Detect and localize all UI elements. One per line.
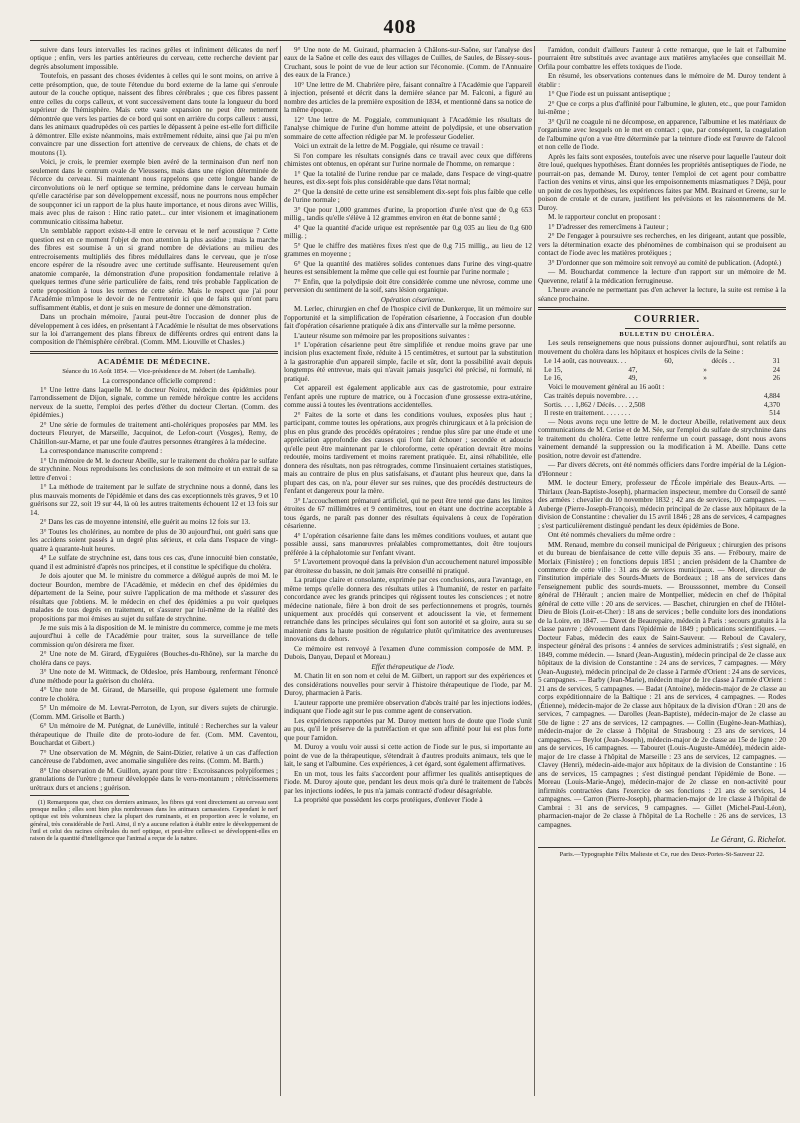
list-item: 2° Une note de M. Girard, d'Eyguières (Bouches-du-Rhône), sur la marche du choléra dans ce pays. xyxy=(30,650,278,667)
stats-row xyxy=(538,374,786,382)
paragraph: 1° D'adresser des remercîmens à l'auteur ; xyxy=(548,222,669,231)
list-item: 2° Une série de formules de traitement anti-cholériques proposées par MM. les docteurs Fleuryet, de Marseille, Jacquinot, de Lefon-court (Vosges), Remy, de Châtillon-sur-Marne, et par une foule d'autres personnes étrangères à la médecine. xyxy=(30,420,278,446)
paragraph: Toutefois, en passant des choses évidentes à celles qui le sont moins, on arrive à cette présomption, que, de toute l'étendue du bord externe de la lame qui s'enroule autour de la couche optique, naissent des fibres cérébrales ; que ces fibres passent entre celles du corps calleux, et vont successivement dans toute la longueur du bord supérieur de l'hémisphère. Mais cette vaste expansion ne peut être nettement démontrée que vers les parties de ce bord qui sont en arrière du corps calleux : aussi, dans les animaux quadrupèdes où ces parties le dépassent à peine est-elle fort difficile à démontrer. Elle existe néanmoins, mais extrêmement réduite, ainsi que j'ai pu m'en convaincre par une dissection fort attentive de cerveaux de chiens, de chats et de moutons (1). xyxy=(30,72,278,157)
paragraph: L'auteur résume son mémoire par les propositions suivantes : xyxy=(294,331,470,340)
academy-subtitle: Séance du 16 Août 1854. — Vice-présidence de M. Jobert (de Lamballe). xyxy=(62,367,256,375)
middle-column xyxy=(284,46,532,1096)
list-item: 1° Une lettre dans laquelle M. le docteur Noirot, médecin des épidémies pour l'arrondissement de Dijon, signale, comme un remède héroïque contre les accidens nerveux de la suette, l'emploi des perles d'éther du docteur Clertan. (Comm. des épidémies.) xyxy=(30,385,278,420)
paragraph: — Par divers décrets, ont été nommés officiers dans l'ordre impérial de la Légion-d'Honneur : xyxy=(538,461,786,478)
stats-cases: 47, xyxy=(628,365,638,374)
paragraph: Les expériences rapportées par M. Duroy mettent hors de doute que l'iode s'unit au pus, qu'il le préserve de la putréfaction et que son affinité pour lui est plus forte que pour l'amidon. xyxy=(284,716,532,742)
stats-deaths: 31 xyxy=(772,357,780,366)
footnote-rule xyxy=(30,795,129,796)
op-title: Opération césarienne. xyxy=(380,295,446,304)
paragraph: 2° De l'engager à poursuivre ses recherches, en les dirigeant, autant que possible, vers la détermination exacte des phénomènes de combinaison qui se produisent au contact de l'iode avec les matières protéiques ; xyxy=(538,232,786,258)
paragraph: 7° Enfin, que la polydipsie doit être considérée comme une névrose, comme une perversion du sentiment de la soif, sans lésion organique. xyxy=(284,277,532,295)
paragraph: Dans un prochain mémoire, j'aurai peut-être l'occasion de donner plus de développement à ces idées, en présentant à l'Académie le résultat de mes observations sur la loi d'arrangement des plans fibreux de différents ordres qui entrent dans la composition de l'hémisphère cérébral. (Comm. MM. Liouville et Chasles.) xyxy=(30,313,278,347)
paragraph: La pratique claire et consolante, exprimée par ces conclusions, aura l'avantage, en même temps qu'elle donnera des résultats utiles à l'humanité, de rester en parfaite concordance avec les grands principes qui régissent toutes les consciences ; et notre médecine nationale, fière à bon droit de ses perfectionnemens et progrès, tournés uniquement aux procédés qui conservent et adoucissent la vie, et fermement retranchée dans les principes séculaires qui font son autorité et sa gloire, aura su se maintenir dans la haute position de régulatrice plutôt qu'imitatrice des aventureuses innovations du dehors. xyxy=(284,576,532,644)
paragraph: Ont été nommés chevaliers du même ordre : xyxy=(548,531,676,540)
list-item: 1° La méthode de traitement par le sulfate de strychnine nous a donné, dans les plus mauvais moments de l'épidémie et dans des cas exceptionnels très graves, 9 et 10 guérisons sur 22, soit 19 sur 44, là où les autres traitements échouent 12 et 13 fois sur 14. xyxy=(30,483,278,517)
right-paragraphs xyxy=(538,46,786,303)
courrier-underline xyxy=(625,328,699,329)
paragraph: — Nous avons reçu une lettre de M. le docteur Abeille, relativement aux deux communications de M. Cerise et de M. Sée, sur l'emploi du sulfate de strychnine dans le traitement du choléra. Cette lettre renferme un court passage, dont nous avons vainement demandé la suppression ou la modification à M. Abeille. Dans cette position, notre devoir est d'attendre. xyxy=(538,417,786,460)
list-item: La correspondance manuscrite comprend : xyxy=(40,447,163,456)
list-item: Je dois ajouter que M. le ministre du commerce a délégué auprès de moi M. le docteur Bourdon, membre de l'Académie, et médecin en chef des épidémies du département de la Seine, pour suivre l'application de ma méthode et s'assurer des résultats que j'obtiens. M. le médecin en chef des épidémies a pu voir quelques malades de tous degrés en traitement, et s'assurer par lui-même de la réalité des propositions par moi émises au sujet du sulfate de strychnine. xyxy=(30,572,278,623)
left-items xyxy=(30,386,278,792)
paragraph: L'heure avancée ne permettant pas d'en achever la lecture, la suite est remise à la séance prochaine. xyxy=(538,286,786,303)
paragraph: Si l'on compare les résultats consignés dans ce travail avec ceux que différens chimistes ont obtenus, en opérant sur l'urine normale de l'homme, on remarque : xyxy=(284,151,532,169)
list-item: 5° Un mémoire de M. Levrat-Perroton, de Lyon, sur divers sujets de chirurgie. (Comm. MM. Grisolle et Barth.) xyxy=(30,704,278,721)
paragraph: 2° Que ce corps a plus d'affinité pour l'albumine, le gluten, etc., que pour l'amidon lui-même ; xyxy=(538,99,786,117)
list-item: 6° Un mémoire de M. Putégnat, de Lunéville, intitulé : Recherches sur la valeur thérapeutique de l'huile dite de proto-iodure de fer. (Com. MM. Caventou, Bouchardat et Gibert.) xyxy=(30,722,278,748)
paragraph: En résumé, les observations contenues dans le mémoire de M. Duroy tendent à établir : xyxy=(538,72,786,89)
summary-value: 4,884 xyxy=(763,392,780,401)
imprint: Paris.—Typographie Félix Malteste et Ce, rue des Deux-Portes-St-Sauveur 22. xyxy=(559,851,765,859)
op-paragraphs xyxy=(284,305,532,662)
stats-summary: Voici le mouvement général au 16 août : xyxy=(548,382,665,391)
academy-title: ACADÉMIE DE MÉDECINE. xyxy=(97,356,211,366)
paragraph: 9° Une note de M. Guiraud, pharmacien à Châlons-sur-Saône, sur l'analyse des eaux de la Saône et celle des eaux des villages de Cuilles, de Saules, de Bissey-sous-Cruchant, sous le point de vue de leur action sur l'économie. (Comm. de l'Annuaire des eaux de la France.) xyxy=(284,46,532,80)
stats-label: » xyxy=(703,365,707,374)
paragraph: M. le rapporteur conclut en proposant : xyxy=(548,213,661,222)
stats-label: » xyxy=(703,374,707,383)
footnote-text: (1) Remarquons que, chez ces derniers animaux, les fibres qui vont directement au cerveau sont presque nulles ; elles sont bien plus nombreuses dans les animaux carnassiers. Cependant le nerf optique est très volumineux chez la plupart des ruminants, et en proportion avec le volume, en général, très considérable de l'œil. Ainsi, il n'y a aucune relation à établir entre le développement de l'œil et celui des racines cérébrales du nerf optique, et peut-être celles-ci se développent-elles en raison de la quantité d'intelligence que l'animal a reçue de la nature. xyxy=(30,799,278,842)
footnote xyxy=(30,799,278,842)
stats-date: Le 15, xyxy=(544,365,563,374)
column-divider xyxy=(534,46,535,1096)
paragraph: Cet appareil est également applicable aux cas de gastrotomie, pour extraire l'enfant après une rupture de matrice, ou à l'occasion d'une grossesse extra-utérine, comme aussi à toutes les éventrations accidentelles. xyxy=(284,384,532,410)
paragraph: 3° Qu'il ne coagule ni ne décompose, en apparence, l'albumine et les matériaux de l'organisme avec lesquels on le met en contact ; que, par conséquent, la coagulation de l'albumine qu'on a vue être déterminée par la teinture d'iode est l'œuvre de l'alcool et non celle de l'iode. xyxy=(538,117,786,152)
paragraph: 5° L'avortement provoqué dans la prévision d'un accouchement naturel impossible par étroitesse du bassin, ne doit jamais être conseillé ni pratiqué. xyxy=(284,558,532,575)
left-paragraphs xyxy=(30,46,278,347)
paragraph: Après les faits sont exposées, toutefois avec une réserve pour laquelle l'auteur doit être loué, quelques hypothèses. Étant données les propriétés antiseptiques de l'iode, ne pourrait-on pas, demande M. Duroy, tenter l'emploi de cet agent pour combattre l'action des venins et virus, ainsi que les empoisonnements miasmatiques ? Déjà, pour un point de ces hypothèses, les expériences faites par MM. Brainard et Greene, sur le poison de crotale et de curare, justifient les prévisions et les raisonnemens de M. Duroy. xyxy=(538,152,786,212)
middle-paragraphs xyxy=(284,46,532,295)
paragraph: 4° L'opération césarienne faite dans les mêmes conditions voulues, et autant que possible aussi, sans manœuvres préalables compromettantes, doit être toujours préférée à la céphalotomie sur l'enfant vivant. xyxy=(284,531,532,557)
courrier-title: COURRIER. xyxy=(634,314,700,326)
stats-row xyxy=(538,366,786,374)
news-paragraphs xyxy=(538,418,786,829)
list-item: 3° Une note de M. Wittmack, de Oldesloe, près Hambourg, renfermant l'énoncé d'une méthode pour la guérison du choléra. xyxy=(30,668,278,685)
summary-label: Il reste en traitement. . . . . . . . xyxy=(544,409,631,418)
paragraph: 1° Que la totalité de l'urine rendue par ce malade, dans l'espace de vingt-quatre heures, est dix-sept fois plus considérable que dans l'état normal; xyxy=(284,169,532,187)
bulletin-intro: Les seuls renseignemens que nous puissions donner aujourd'hui, sont relatifs au mouvement du choléra dans les hôpitaux et hospices civils de la Seine : xyxy=(538,339,786,356)
paragraph: La propriété que possèdent les corps protéiques, d'enlever l'iode à xyxy=(294,796,483,805)
imprint-rule xyxy=(538,847,786,848)
paragraph: MM. le docteur Emery, professeur de l'École impériale des Beaux-Arts. — Thirlaux (Jean-Baptiste-Joseph), pharmacien inspecteur, membre du Conseil de santé des armées : chevalier du 10 novembre 1832 ; 42 ans de services, 10 campagnes. — Auberge (Pierre-Joseph-François), médecin principal de 2e classe aux hôpitaux de la division de Constantine : chevalier du 15 avril 1846 ; 28 ans de services, 4 campagnes ; s'est particulièrement distingué pendant les deux épidémies de Bone. xyxy=(538,479,786,530)
paragraph: Un semblable rapport existe-t-il entre le cerveau et le nerf acoustique ? Cette question est en ce moment l'objet de mon attention la plus assidue ; mais la marche des fibres est soumise à un si grand nombre de déviations au milieu des entrecroisements multipliés des fibres médullaires dans le cerveau, que je n'ose encore espérer de la résoudre avec une certitude suffisante. Heureusement qu'en anatomie comparée, la démonstration d'une proposition fondamentale relative à quelques termes d'une série particulière de faits, rend très probable l'application de cette proposition à tous les termes de cette série. Mais le respect que j'ai pour l'Académie m'impose le devoir de ne l'entretenir ici que de faits qui m'ont paru suffisamment établis, et dont je suis en mesure de donner une démonstration. xyxy=(30,227,278,312)
stats-label: décès . . xyxy=(711,357,735,366)
paragraph: 12° Une lettre de M. Poggiale, communiquant à l'Académie les résultats de l'analyse chimique de l'urine d'un homme atteint de polydipsie, et une observation sommaire de cette affection rédigée par M. le professeur Godelier. xyxy=(284,115,532,141)
stats-cases: 60, xyxy=(664,357,674,366)
paragraph: 3° L'accouchement prématuré artificiel, qui ne peut être tenté que dans les limites étroites de 67 millimètres et 9 centimètres, tout en étant une doctrine acceptable à tous égards, ne paraît pas donner des résultats équivalens à ceux de l'opération césarienne. xyxy=(284,496,532,531)
paragraph: — M. Bouchardat commence la lecture d'un rapport sur un mémoire de M. Quevenne, relatif à la médication ferrugineuse. xyxy=(538,268,786,285)
list-item: 8° Une observation de M. Guillon, ayant pour titre : Excroissances polypiformes ; granulations de l'urètre ; tumeur développée dans le veru-montanum ; rétrécissemens urétraux durs et anciens ; guérison. xyxy=(30,766,278,792)
stats-date: Le 14 août, cas nouveaux. . . xyxy=(544,357,627,366)
paragraph: 4° Que la quantité d'acide urique est représentée par 0,g 035 au lieu de 0,g 600 millig. ; xyxy=(284,223,532,241)
paragraph: En un mot, tous les faits s'accordent pour affirmer les qualités antiseptiques de l'iode. M. Duroy ajoute que, pendant les deux mois qu'a duré le traitement de l'abcès par les injections iodées, le pus n'a jamais contracté d'odeur désagréable. xyxy=(284,769,532,795)
right-column xyxy=(538,46,786,1086)
stats-row xyxy=(538,357,786,365)
stats-deaths: 26 xyxy=(772,374,780,383)
summary-row xyxy=(538,392,786,400)
summary-value: 514 xyxy=(769,409,780,418)
stats-deaths: 24 xyxy=(772,365,780,374)
stats-date: Le 16, xyxy=(544,374,563,383)
paragraph: 3° Que pour 1,000 grammes d'urine, la proportion d'urée n'est que de 0,g 653 millig., tandis qu'elle s'élève à 12 grammes environ en état de bonne santé ; xyxy=(284,205,532,223)
bulletin-title: BULLETIN DU CHOLÉRA. xyxy=(619,330,715,338)
list-item: 4° Une note de M. Giraud, de Marseille, qui propose également une formule contre le choléra. xyxy=(30,686,278,703)
paragraph: Voici un extrait de la lettre de M. Poggiale, qui résume ce travail : xyxy=(294,142,484,151)
list-item: 1° Un mémoire de M. le docteur Abeille, sur le traitement du choléra par le sulfate de strychnine. Nous reproduisons les conclusions de son mémoire et un extrait de sa lettre d'envoi : xyxy=(30,456,278,482)
paragraph: 10° Une lettre de M. Chabrière père, faisant connaître à l'Académie que l'appareil à injection, présenté et décrit dans la dernière séance par M. Falconi, a figuré au nombre des articles de la première exposition de 1834, et mentionné dans sa notice de la même époque. xyxy=(284,80,532,115)
summary-value: 4,370 xyxy=(763,400,780,409)
iode-paragraphs xyxy=(284,672,532,804)
cholera-stats xyxy=(538,357,786,382)
paragraph: Voici, je crois, le premier exemple bien avéré de la terminaison d'un nerf non seulement dans le centrum ovale de Vieussens, mais dans une région déterminée de l'écorce du cerveau. Si maintenant nous rappelons que cette longue bande de circonvolutions où le nerf optique se termine, prédomine dans le cerveau humain qu'elle caractérise par son développement excessif, nous ne pourrons nous empêcher de soupçonner ici un rapport de la plus haute importance, et nous dirons avec Willis, mais avec plus de raison : Hinc ratio patet... cur inter visionem et imaginationem communicatio citissima habetur. xyxy=(30,158,278,226)
paragraph: MM. Renaud, membre du conseil municipal de Périgueux ; chirurgien des prisons et du bureau de bienfaisance de cette ville depuis 35 ans. — Fréboury, maire de Morlaix (Finistère) ; en fonctions depuis 1851 ; ancien président de la Chambre de commerce de cette ville : 31 ans de services municipaux. — Morel, directeur de l'institution impériale des Sourds-Muets de Bordeaux ; 18 ans de services dans l'enseignement public des sourds-muets. — Brousssonnet, membre du Conseil général de l'Hérault ; ancien maire de Montpellier, médecin en chef de l'hôpital général de cette ville : 20 ans de services. — Baschet, chirurgien en chef de l'Hôtel-Dieu de Blois (Loir-et-Cher) : 18 ans de services ; belle conduite lors des inondations de la Loire, en 1847. — Davet de Beaurepaire, médecin à Paris : secours gratuits à la classe pauvre ; dévouement dans l'épidémie de 1849 ; publications scientifiques. — Docteur Fabas, médecin des eaux de Saint-Sauveur. — Reboul de Cavalery, inspecteur général des prisons : 4 années de services administratifs ; s'est signalé, en 1849, comme médecin. — Isnard (Jean-Augustin), médecin principal de 2e classe aux hôpitaux de la division de Constantine : 24 ans de services, 7 campagnes. — Méry (Jean-Auguste), médecin principal de 2e classe à l'armée d'Orient : 24 ans de services, 5 campagnes. — Barby (Jean-Marie), médecin major de 1re classe à l'armée d'Orient : 21 ans de services, 5 campagnes. — Badat (Antoine), médecin-major de 2e classe au corps expéditionnaire de la Baltique : 21 ans de services, 4 campagnes. — Rodes (Étienne), médecin-major de 2e classe aux hôpitaux de la division d'Oran : 20 ans de services, 7 campagnes. — Darolles (Jean-Baptiste), médecin-major de 2e classe au 50e de ligne : 27 ans de services, 12 campagnes. — Collin (Eugène-Jean-Mathias), médecin-major de 2e classe à l'hôpital de Strasbourg : 23 ans de services, 14 campagnes. — Beylot (Jean-Joseph), médecin-major de 2e classe au 15e de ligne : 20 ans de services, 16 campagnes. — Tabouret (Louis-Auguste-Amédée), médecin aide-major de 1re classe à l'hôpital de Marseille : 23 ans de services, 12 campagnes. — Clavey (Henri), médecin-aide-major aux hôpitaux de la division de Constantine : 16 ans de services, 15 campagnes ; s'est distingué pendant l'épidémie de Bone. — Moreau (Louis-Marie-Ange), médecin-major de 2e classe en non-activité pour infirmités contractées dans l'exercice de ses fonctions : 21 ans de services, 14 campagnes. — Carron (Pierre-Joseph), pharmacien-major de 1re classe à l'hôpital de Cambrai : 31 ans de services, 9 campagnes. — Gillet (Michel-Paul-Léon), pharmacien-major de 2e classe à l'hôpital de La Rochelle : 26 ans de services, 13 campagnes. xyxy=(538,540,786,829)
paragraph: 5° Que le chiffre des matières fixes n'est que de 0,g 715 millig., au lieu de 12 grammes en moyenne ; xyxy=(284,241,532,259)
signature: Le Gérant, G. Richelot. xyxy=(710,835,786,844)
courrier-rule xyxy=(538,307,786,310)
left-column xyxy=(30,46,278,1096)
paragraph: L'auteur rapporte une première observation d'abcès traité par les injections iodées, indiquant que l'iode agit sur le pus comme agent de conservation. xyxy=(284,698,532,716)
paragraph: suivre dans leurs intervalles les racines grêles et infiniment délicates du nerf optique ; enfin, vers les parties antérieures du cerveau, cette recherche devient par degrés absolument impossible. xyxy=(30,46,278,71)
paragraph: l'amidon, conduit d'ailleurs l'auteur à cette remarque, que le lait et l'albumine pourraient être substitués avec avantage aux matières amylacées que conseillait M. Orfila pour combattre les effets toxiques de l'iode. xyxy=(538,46,786,71)
list-item: 2° Dans les cas de moyenne intensité, elle guérit au moins 12 fois sur 13. xyxy=(40,518,251,527)
list-item: 7° Une observation de M. Mégnin, de Saint-Dizier, relative à un cas d'affection cancéreuse de l'abdomen, avec anomalie singulière des reins. (Comm. M. Barth.) xyxy=(30,748,278,766)
paragraph: 6° Que la quantité des matières solides contenues dans l'urine des vingt-quatre heures est sensiblement la même que celle qui est fournie par l'urine normale ; xyxy=(284,259,532,277)
paragraph: M. Chatin lit en son nom et celui de M. Gilbert, un rapport sur des expériences et des considérations nouvelles pour servir à l'histoire thérapeutique de l'iode, par M. Duroy, pharmacien à Paris. xyxy=(284,672,532,698)
page-number: 408 xyxy=(383,16,417,38)
correspondence-intro: La correspondance officielle comprend : xyxy=(102,376,216,385)
cholera-summary xyxy=(538,392,786,417)
paragraph: M. Duroy a voulu voir aussi si cette action de l'iode sur le pus, si importante au point de vue de la thérapeutique, s'étendrait à d'autres produits animaux, tels que le lait, le sang et l'albumine. Ces expériences, à cet égard, sont également affirmatives. xyxy=(284,743,532,769)
paragraph: Ce mémoire est renvoyé à l'examen d'une commission composée de MM. P. Dubois, Danyau, Depaul et Moreau.) xyxy=(284,644,532,662)
paragraph: 1° L'opération césarienne peut être simplifiée et rendue moins grave par une incision plus exactement fixée, réduite à 15 centimètres, et surtout par la substitution à la gastroraphie d'un appareil simple, facile et sûr, dont la possibilité avait depuis longtemps été entrevue, mais qui n'avait jamais jusqu'ici été précisé, ni formulé, ni pratiqué. xyxy=(284,340,532,383)
paragraph: 3° D'ordonner que son mémoire soit renvoyé au comité de publication. (Adopté.) xyxy=(548,258,782,267)
paragraph: 2° Faites de la sorte et dans les conditions voulues, exposées plus haut ; participant, comme toutes les opérations, aux progrès chirurgicaux et à la précision de plus en plus grande des procédés opératoires ; rendue plus sûre par une étude et une appréciation approfondie des causes qui l'ont fait échouer ; secondée et adoucie qu'elle peut être maintenant par le chloroforme, cette opération devrait être moins redoutée, moins tardivement et moins rarement pratiquée. Et, ainsi réhabilitée, elle donnera des résultats, non pas rétrogrades, comme l'insinuaient certaines statistiques, mais au contraire de plus en plus satisfaisans, et d'autant plus heureux que, dans la plupart des cas, on n'a, pour élever sur ses ruines, que des procédés destructeurs de l'enfant et dangereux pour la mère. xyxy=(284,410,532,496)
summary-row xyxy=(538,401,786,409)
column-divider xyxy=(280,46,281,1096)
paragraph: 2° Que la densité de cette urine est sensiblement dix-sept fois plus faible que celle de l'urine normale ; xyxy=(284,187,532,205)
summary-row xyxy=(538,409,786,417)
header-rule xyxy=(30,40,786,41)
paragraph: 1° Que l'iode est un puissant antiseptique ; xyxy=(548,90,671,99)
summary-label: Sortis. . . . 1,862 / Décès. . . . 2,508 xyxy=(544,400,646,409)
list-item: 4° Le sulfate de strychnine est, dans tous ces cas, d'une innocuité bien constatée, quand il est administré d'après nos principes, et il constitue le spécifique du choléra. xyxy=(30,554,278,571)
list-item: 3° Toutes les cholérines, au nombre de plus de 30 aujourd'hui, ont guéri sans que les accidens soient passés à un degré plus sérieux, et cela dans l'espace de vingt-quatre à quarante-huit heures. xyxy=(30,527,278,553)
stats-cases: 49, xyxy=(628,374,638,383)
section-rule xyxy=(30,351,278,354)
summary-label: Cas traités depuis novembre. . . . xyxy=(544,392,638,401)
paragraph: M. Lerlec, chirurgien en chef de l'hospice civil de Dunkerque, lit un mémoire sur l'opportunité et la simplification de l'opération césarienne, à l'occasion d'un double fait d'opération césarienne pratiquée à dix ans d'intervalle sur la même personne. xyxy=(284,305,532,331)
iode-title: Effet thérapeutique de l'iode. xyxy=(371,662,455,671)
list-item: Je me suis mis à la disposition de M. le ministre du commerce, comme je me mets aujourd'hui à celle de l'Académie pour traiter, sous la surveillance de telle commission qu'on désirera me fixer. xyxy=(30,624,278,649)
